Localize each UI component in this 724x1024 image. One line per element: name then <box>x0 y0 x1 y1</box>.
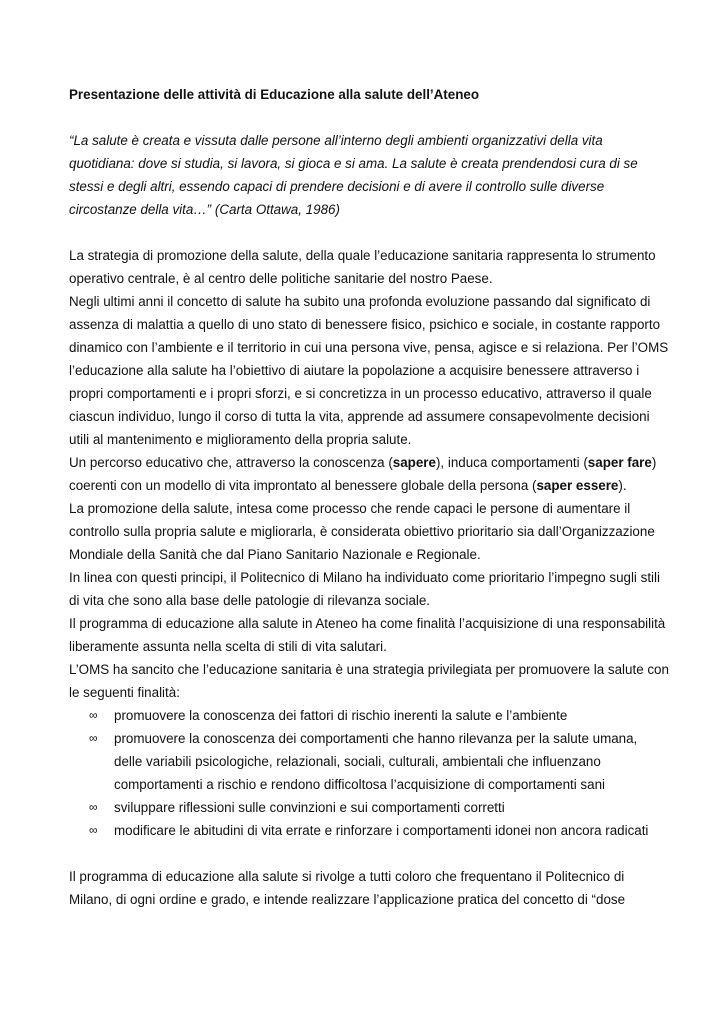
paragraph-strategy: La strategia di promozione della salute, della quale l’educazione sanitaria rappresenta lo strumento operativo centrale, è al centro delle politiche sanitarie del nostro Paese. <box>69 248 656 286</box>
infinity-bullet-icon: ∞ <box>89 731 98 745</box>
paragraph-program-goal: Il programma di educazione alla salute in Ateneo ha come finalità l’acquisizione di una responsabilità liberamente assunta nella scelta di stili di vita salutari. <box>69 616 666 654</box>
infinity-bullet-icon: ∞ <box>89 800 98 814</box>
term-saper-fare: saper fare <box>587 455 652 470</box>
list-item: ∞ promuovere la conoscenza dei fattori di rischio inerenti la salute e l’ambiente <box>69 704 669 727</box>
list-item: ∞ modificare le abitudini di vita errate e rinforzare i comportamenti idonei non ancora radicati <box>69 819 669 842</box>
closing-paragraph: Il programma di educazione alla salute si rivolge a tutti coloro che frequentano il Politecnico di Milano, di ogni ordine e grado, e intende realizzare l’applicazione pratica del concetto di “dose <box>69 869 626 907</box>
list-item: ∞ sviluppare riflessioni sulle convinzioni e sui comportamenti corretti <box>69 796 669 819</box>
quote-citation: (Carta Ottawa, 1986) <box>214 202 340 217</box>
term-sapere: sapere <box>392 455 436 470</box>
paragraph-politecnico: In linea con questi principi, il Politecnico di Milano ha individuato come prioritario l’impegno sugli stili di vita che sono alla base delle patologie di rilevanza sociale. <box>69 570 660 608</box>
opening-quote <box>69 129 669 221</box>
list-item: ∞ promuovere la conoscenza dei comportamenti che hanno rilevanza per la salute umana, delle variabili psicologiche, relazionali, sociali, culturali, ambientali che influenzano comportamenti a rischio e rendono difficoltosa l’acquisizione di comportamenti sani <box>69 727 669 796</box>
paragraph-educational-path: Un percorso educativo che, attraverso la conoscenza (sapere), induca comportamenti (saper fare) coerenti con un modello di vita improntato al benessere globale della persona (saper essere). <box>69 455 657 493</box>
infinity-bullet-icon: ∞ <box>89 708 98 722</box>
quote-text: “La salute è creata e vissuta dalle persone all’interno degli ambienti organizzativi della vita quotidiana: dove si studia, si lavora, si gioca e si ama. La salute è creata prendendosi cura di se stessi e degli altri, essendo capaci di prendere decisioni e di avere il controllo sulle diverse circostanze della vita…” <box>69 133 638 217</box>
body-paragraphs <box>69 244 669 704</box>
paragraph-oms-goals: L’OMS ha sancito che l’educazione sanitaria è una strategia privilegiata per promuovere la salute con le seguenti finalità: <box>69 662 669 700</box>
term-saper-essere: saper essere <box>536 478 619 493</box>
paragraph-health-concept: Negli ultimi anni il concetto di salute ha subito una profonda evoluzione passando dal significato di assenza di malattia a quello di uno stato di benessere fisico, psichico e sociale, in costante rapporto dinamico con l’ambiente e il territorio in cui una persona vive, pensa, agisce e si relaziona. Per l’OMS l’educazione alla salute ha l’obiettivo di aiutare la popolazione a acquisire benessere attraverso i propri comportamenti e i propri sforzi, e si concretizza in un processo educativo, attraverso il quale ciascun individuo, lungo il corso di tutta la vita, apprende ad assumere consapevolmente decisioni utili al mantenimento e miglioramento della propria salute. <box>69 294 669 447</box>
paragraph-health-promotion: La promozione della salute, intesa come processo che rende capaci le persone di aumentare il controllo sulla propria salute e migliorarla, è considerata obiettivo prioritario sia dall’Organizzazione Mondiale della Sanità che dal Piano Sanitario Nazionale e Regionale. <box>69 501 655 562</box>
goals-list <box>69 704 669 842</box>
infinity-bullet-icon: ∞ <box>89 823 98 837</box>
document-body <box>69 83 669 911</box>
document-title: Presentazione delle attività di Educazione alla salute dell’Ateneo <box>69 87 480 102</box>
